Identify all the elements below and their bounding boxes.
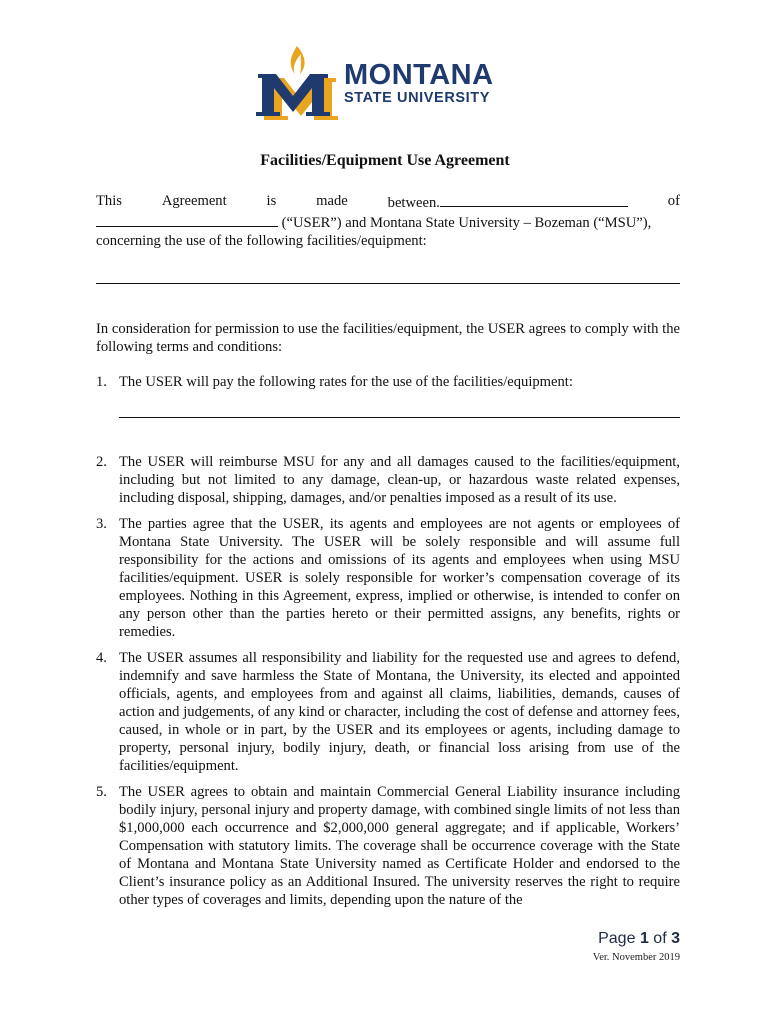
intro-line-2 (96, 212, 680, 232)
term-item (96, 783, 680, 909)
logo-name: MONTANA (344, 59, 494, 91)
term-number: 5. (96, 784, 107, 800)
term-item (96, 453, 680, 507)
page-word: Page (598, 930, 636, 947)
intro-line-1 (96, 192, 680, 212)
document-title: Facilities/Equipment Use Agreement (260, 152, 510, 169)
intro-word: Agreement (161, 193, 227, 209)
term-number: 3. (96, 516, 107, 532)
intro-word: made (316, 193, 348, 209)
user-organization-blank[interactable] (96, 212, 278, 227)
user-name-blank[interactable] (440, 192, 628, 207)
term-text: The USER agrees to obtain and maintain Commercial General Liability insurance including bodily injury, personal injury and property damage, with combined single limits of not less than $1,000,000 each occurrence and $2,000,000 general aggregate; and if applicable, Workers’ Compensation with statutory limits. The coverage shall be occurrence coverage with the State of Montana and Montana State University named as Certificate Holder and endorsed to the Client’s insurance policy as an Additional Insured. The university reserves the right to require other types of coverages and limits, depending upon the nature of the (119, 784, 680, 908)
intro-word: of (667, 193, 680, 209)
facilities-equipment-blank[interactable] (96, 283, 680, 284)
term-text: The USER will reimburse MSU for any and all damages caused to the facilities/equipment, including but not limited to any damage, clean-up, or hazardous waste related expenses, including disposal, shipping, damages, and/or penalties imposed as a result of its use. (119, 454, 680, 506)
term-text: The parties agree that the USER, its agents and employees are not agents or employees of Montana State University. The USER will be solely responsible and will assume full responsibility for the actions and omissions of its agents and employees when using MSU facilities/equipment. USER is solely responsible for worker’s compensation coverage of its employees. Nothing in this Agreement, express, implied or otherwise, is intended to confer on any person other than the parties hereto or their permitted assigns, any benefits, rights or remedies. (119, 516, 680, 640)
intro-word: is (266, 193, 277, 209)
term-number: 1. (96, 374, 107, 390)
page-number (598, 930, 680, 948)
term-item (96, 373, 680, 391)
intro-line-2-text: (“USER”) and Montana State University – Bozeman (“MSU”), (281, 215, 652, 231)
terms-list-2 (96, 453, 680, 909)
page-total: 3 (671, 930, 680, 947)
intro-line-3: concerning the use of the following facilities/equipment: (96, 233, 427, 249)
term-text: The USER will pay the following rates for the use of the facilities/equipment: (119, 374, 573, 390)
intro-word: This (96, 193, 122, 209)
intro-word: between. (387, 195, 440, 211)
term-item (96, 649, 680, 775)
msu-logo (256, 44, 526, 120)
consideration-paragraph: In consideration for permission to use the facilities/equipment, the USER agrees to comply with the following terms and conditions: (96, 321, 680, 355)
user-name-line[interactable] (388, 192, 628, 212)
page-current: 1 (639, 930, 649, 947)
term-text: The USER assumes all responsibility and liability for the requested use and agrees to defend, indemnify and save harmless the State of Montana, the University, its elected and appointed officials, agents, and employees from and against all claims, liabilities, demands, causes of action and judgements, of any kind or character, including the cost of defense and attorney fees, caused, in whole or in part, by the USER and its employees or agents, including damage to property, personal injury, bodily injury, death, or financial loss arising from use of the facilities/equipment. (119, 650, 680, 774)
term-number: 2. (96, 454, 107, 470)
msu-logo-mark (256, 44, 338, 120)
logo-subname: STATE UNIVERSITY (344, 90, 491, 106)
term-number: 4. (96, 650, 107, 666)
term-item (96, 515, 680, 641)
version-label: Ver. November 2019 (592, 952, 680, 963)
terms-list-1 (96, 373, 680, 391)
of-word: of (653, 930, 667, 947)
rates-blank[interactable] (119, 417, 680, 418)
intro-paragraph (96, 192, 680, 250)
